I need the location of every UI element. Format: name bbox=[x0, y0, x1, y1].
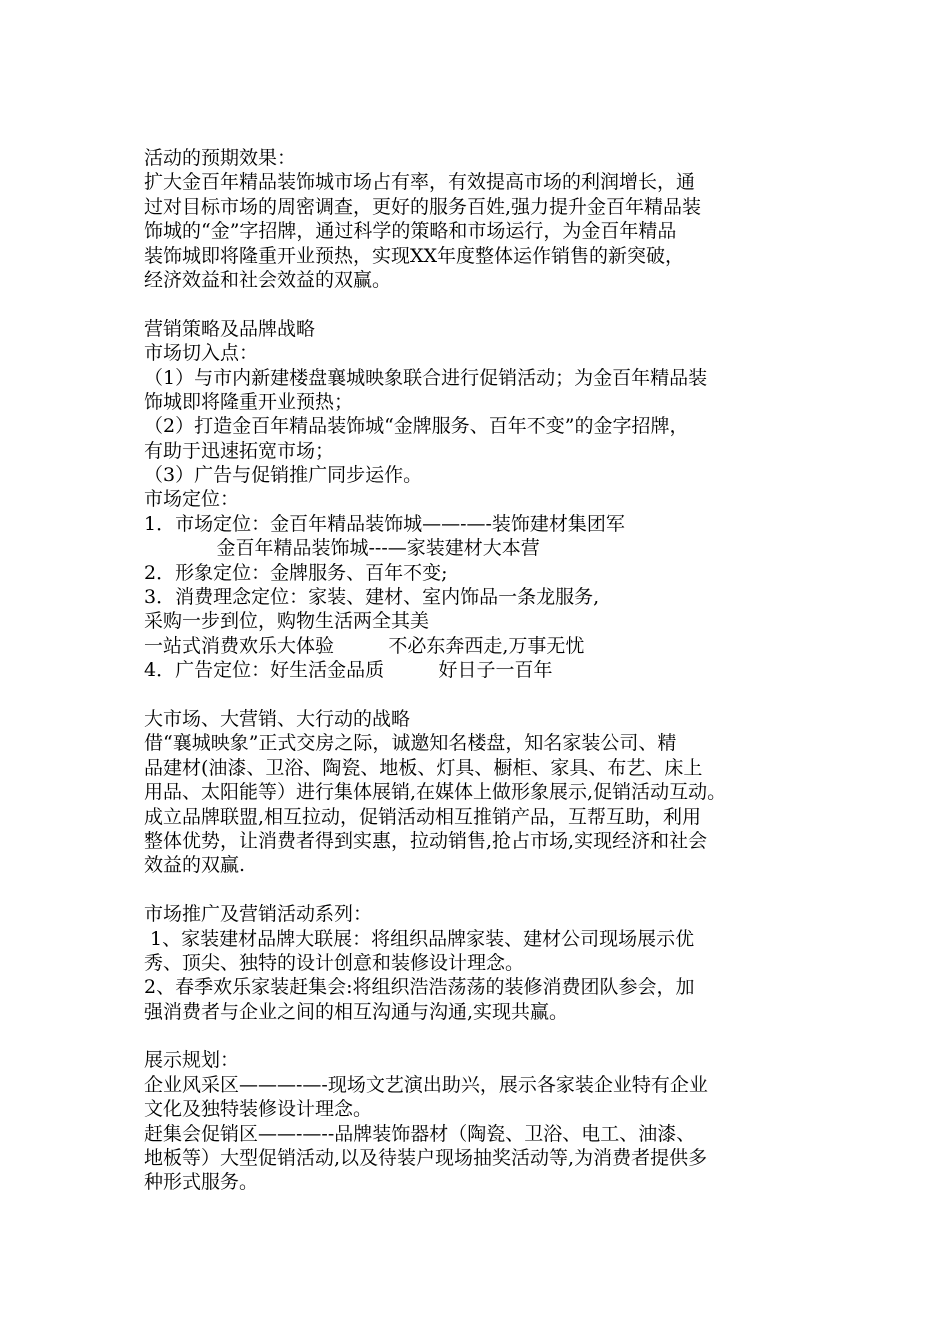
paragraph-line: 金百年精品装饰城---—家装建材大本营 bbox=[144, 537, 540, 560]
paragraph-line: 用品、太阳能等）进行集体展销,在媒体上做形象展示,促销活动互动。 bbox=[144, 781, 727, 804]
section-marketing-strategy bbox=[144, 317, 812, 683]
paragraph-line: 2、春季欢乐家装赶集会:将组织浩浩荡荡的装修消费团队参会，加 bbox=[144, 976, 695, 999]
blank-line bbox=[144, 1024, 812, 1048]
section-exhibition-plan bbox=[144, 1048, 812, 1194]
paragraph-line: 品建材(油漆、卫浴、陶瓷、地板、灯具、橱柜、家具、布艺、床上 bbox=[144, 756, 703, 779]
paragraph-line: 4．广告定位：好生活金品质 好日子一百年 bbox=[144, 659, 553, 682]
paragraph-line: 饰城的“金”字招牌，通过科学的策略和市场运行，为金百年精品 bbox=[144, 220, 677, 243]
section-big-market-strategy bbox=[144, 707, 812, 878]
paragraph-line: 2．形象定位：金牌服务、百年不变; bbox=[144, 561, 448, 584]
blank-line bbox=[144, 878, 812, 902]
section-heading: 大市场、大营销、大行动的战略 bbox=[144, 707, 411, 730]
blank-line bbox=[144, 683, 812, 707]
paragraph-line: 采购一步到位，购物生活两全其美 bbox=[144, 610, 430, 633]
paragraph-line: 文化及独特装修设计理念。 bbox=[144, 1098, 373, 1121]
paragraph-line: （2）打造金百年精品装饰城“金牌服务、百年不变”的金字招牌， bbox=[144, 415, 689, 438]
paragraph-line: （1）与市内新建楼盘襄城映象联合进行促销活动；为金百年精品装 bbox=[144, 366, 708, 389]
paragraph-line: 有助于迅速拓宽市场； bbox=[144, 439, 335, 462]
paragraph-line: 市场定位： bbox=[144, 488, 240, 511]
paragraph-line: 1．市场定位：金百年精品装饰城——-—-装饰建材集团军 bbox=[144, 512, 625, 535]
paragraph-line: 一站式消费欢乐大体验 不必东奔西走,万事无忧 bbox=[144, 634, 585, 657]
paragraph-line: 扩大金百年精品装饰城市场占有率，有效提高市场的利润增长，通 bbox=[144, 171, 696, 194]
section-expected-effects bbox=[144, 146, 812, 292]
paragraph-line: 整体优势，让消费者得到实惠，拉动销售,抢占市场,实现经济和社会 bbox=[144, 829, 708, 852]
section-heading: 展示规划： bbox=[144, 1049, 240, 1072]
paragraph-line: 企业风采区———-—-现场文艺演出助兴，展示各家装企业特有企业 bbox=[144, 1073, 708, 1096]
paragraph-line: 装饰城即将隆重开业预热，实现XX年度整体运作销售的新突破， bbox=[144, 244, 685, 267]
paragraph-line: 地板等）大型促销活动,以及待装户现场抽奖活动等,为消费者提供多 bbox=[144, 1147, 708, 1170]
blank-line bbox=[144, 292, 812, 316]
paragraph-line: 种形式服务。 bbox=[144, 1171, 259, 1194]
section-promotion-series bbox=[144, 902, 812, 1024]
section-heading: 市场推广及营销活动系列： bbox=[144, 903, 373, 926]
paragraph-line: 效益的双赢. bbox=[144, 854, 246, 877]
section-heading: 营销策略及品牌战略 bbox=[144, 317, 316, 340]
paragraph-line: 3．消费理念定位：家装、建材、室内饰品一条龙服务, bbox=[144, 586, 600, 609]
paragraph-line: 过对目标市场的周密调查，更好的服务百姓,强力提升金百年精品装 bbox=[144, 195, 702, 218]
section-heading: 活动的预期效果： bbox=[144, 147, 297, 169]
paragraph-line: 赶集会促销区——-—--品牌装饰器材（陶瓷、卫浴、电工、油漆、 bbox=[144, 1122, 696, 1145]
paragraph-line: 秀、顶尖、独特的设计创意和装修设计理念。 bbox=[144, 951, 525, 974]
paragraph-line: 1、家装建材品牌大联展：将组织品牌家装、建材公司现场展示优 bbox=[144, 927, 695, 950]
paragraph-line: 经济效益和社会效益的双赢。 bbox=[144, 268, 392, 291]
paragraph-line: 借“襄城映象”正式交房之际，诚邀知名楼盘，知名家装公司、精 bbox=[144, 732, 677, 755]
paragraph-line: 饰城即将隆重开业预热； bbox=[144, 390, 354, 413]
document-page bbox=[144, 146, 812, 1195]
paragraph-line: 强消费者与企业之间的相互沟通与沟通,实现共赢。 bbox=[144, 1000, 569, 1023]
paragraph-line: （3）广告与促销推广同步运作。 bbox=[144, 464, 423, 487]
paragraph-line: 成立品牌联盟,相互拉动，促销活动相互推销产品，互帮互助，利用 bbox=[144, 805, 702, 828]
paragraph-line: 市场切入点： bbox=[144, 342, 259, 365]
